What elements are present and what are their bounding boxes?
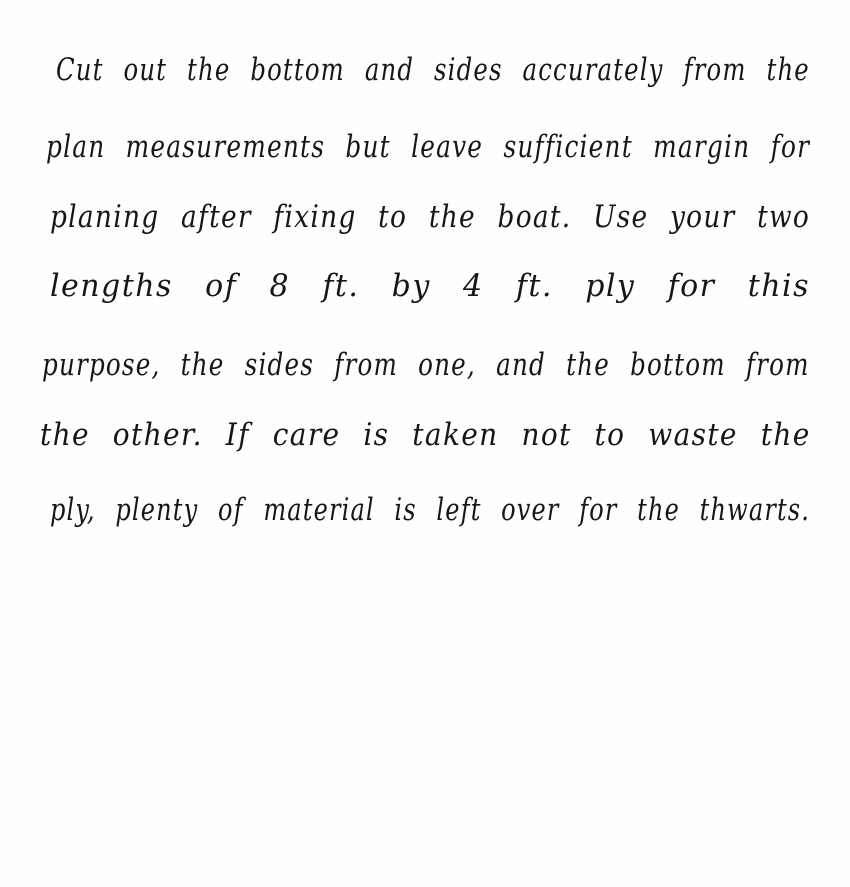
text-line-4: lengths of 8 ft. by 4 ft. ply for this bbox=[50, 268, 810, 304]
text-line-1: Cut out the bottom and sides accurately from the bbox=[56, 52, 810, 88]
text-line-7: ply, plenty of material is left over for the thwarts. bbox=[50, 492, 811, 528]
text-line-5: purpose, the sides from one, and the bottom from bbox=[42, 347, 810, 383]
text-line-2: plan measurements but leave sufficient margin for bbox=[46, 129, 811, 165]
text-line-3: planing after fixing to the boat. Use your two bbox=[50, 199, 811, 235]
text-line-6: the other. If care is taken not to waste the bbox=[40, 417, 811, 453]
